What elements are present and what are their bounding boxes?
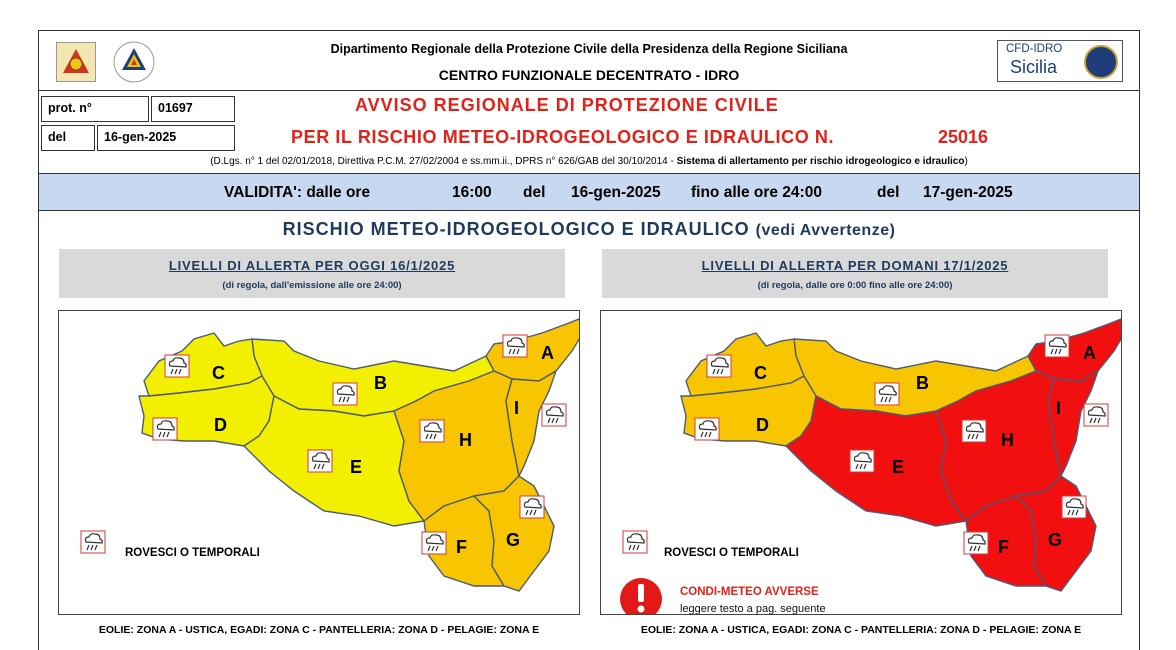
- tomorrow-islands-note: EOLIE: ZONA A - USTICA, EGADI: ZONA C - PANTELLERIA: ZONA D - PELAGIE: ZONA E: [640, 624, 1082, 636]
- zone-a-area: [1028, 319, 1121, 381]
- condi-meteo-subtitle: leggere testo a pag. seguente: [680, 603, 826, 615]
- cfd-badge-icon: [1084, 45, 1118, 79]
- tomorrow-title: LIVELLI DI ALLERTA PER DOMANI 17/1/2025: [701, 258, 1009, 273]
- prot-label-cell: [41, 96, 149, 122]
- department-name: Dipartimento Regionale della Protezione Civile della Presidenza della Regione Siciliana: [330, 42, 848, 56]
- validity-del-2: del: [877, 184, 900, 201]
- zone-thunderstorm-icon: [333, 383, 357, 405]
- zone-label-f: F: [456, 537, 467, 557]
- tomorrow-map: [600, 310, 1122, 615]
- today-legend-label: ROVESCI O TEMPORALI: [125, 547, 260, 559]
- tomorrow-legend-label: ROVESCI O TEMPORALI: [664, 547, 799, 559]
- zone-thunderstorm-icon: [503, 335, 527, 357]
- cfd-label: CFD-IDRO: [1006, 43, 1063, 55]
- validity-label: VALIDITA': dalle ore: [224, 184, 371, 201]
- zone-thunderstorm-icon: [420, 420, 444, 442]
- condi-meteo-title: CONDI-METEO AVVERSE: [680, 586, 819, 598]
- risk-title: [39, 219, 1139, 240]
- tomorrow-subtitle: (di regola, dalle ore 0:00 fino alle ore 24:00): [757, 280, 953, 291]
- legend-thunderstorm-icon: [623, 531, 647, 553]
- sicily-zone-map: [601, 311, 1121, 614]
- prot-value: 01697: [158, 101, 193, 115]
- zone-label-d: D: [214, 415, 227, 435]
- zone-label-a: A: [1083, 343, 1096, 363]
- today-map: [58, 310, 580, 615]
- today-islands-note: EOLIE: ZONA A - USTICA, EGADI: ZONA C - PANTELLERIA: ZONA D - PELAGIE: ZONA E: [98, 624, 540, 636]
- legal-reference: [39, 156, 1139, 167]
- legal-end: ): [964, 156, 968, 167]
- zone-label-c: C: [754, 363, 767, 383]
- legend-thunderstorm-icon: [81, 531, 105, 553]
- zone-thunderstorm-icon: [964, 532, 988, 554]
- validity-bar: [39, 173, 1139, 211]
- risk-title-sub: (vedi Avvertenze): [755, 222, 896, 239]
- zone-thunderstorm-icon: [165, 355, 189, 377]
- avviso-title: AVVISO REGIONALE DI PROTEZIONE CIVILE: [355, 95, 779, 115]
- validity-until: fino alle ore 24:00: [691, 184, 822, 201]
- prot-label: prot. n°: [48, 101, 92, 115]
- warning-exclamation-icon: [620, 578, 662, 614]
- del-label: del: [48, 130, 67, 144]
- zone-a-area: [486, 319, 579, 381]
- validity-start-date: 16-gen-2025: [571, 184, 661, 201]
- zone-label-i: I: [514, 398, 520, 418]
- zone-label-d: D: [756, 415, 769, 435]
- zone-thunderstorm-icon: [850, 450, 874, 472]
- zone-thunderstorm-icon: [707, 355, 731, 377]
- zone-label-f: F: [998, 537, 1009, 557]
- zone-thunderstorm-icon: [542, 404, 566, 426]
- del-value: 16-gen-2025: [104, 130, 177, 144]
- zone-label-h: H: [1001, 430, 1014, 450]
- del-value-cell: [97, 125, 235, 151]
- today-title: LIVELLI DI ALLERTA PER OGGI 16/1/2025: [168, 258, 456, 273]
- bulletin-frame: [38, 30, 1140, 650]
- tomorrow-panel-header: [602, 249, 1108, 298]
- zone-label-c: C: [212, 363, 225, 383]
- legal-text: (D.Lgs. n° 1 del 02/01/2018, Direttiva P.C.M. 27/02/2004 e ss.mm.ii., DPRS n° 626/GAB del 30/10/2014 -: [210, 156, 677, 167]
- zone-thunderstorm-icon: [1045, 335, 1069, 357]
- zone-thunderstorm-icon: [422, 532, 446, 554]
- avviso-number: 25016: [938, 127, 989, 147]
- zone-label-h: H: [459, 430, 472, 450]
- cfd-region: Sicilia: [1010, 57, 1058, 77]
- today-subtitle: (di regola, dall'emissione alle ore 24:00): [222, 280, 402, 291]
- zone-label-g: G: [506, 530, 521, 550]
- header: [39, 31, 1139, 91]
- zone-label-e: E: [892, 457, 905, 477]
- legal-bold-text: Sistema di allertamento per rischio idrogeologico e idraulico: [676, 156, 965, 167]
- prot-value-cell: [151, 96, 235, 122]
- sicily-zone-map: [59, 311, 579, 614]
- del-label-cell: [41, 125, 95, 151]
- zone-thunderstorm-icon: [962, 420, 986, 442]
- zone-label-b: B: [916, 373, 929, 393]
- zone-label-e: E: [350, 457, 363, 477]
- zone-label-b: B: [374, 373, 387, 393]
- validity-end-date: 17-gen-2025: [923, 184, 1013, 201]
- zone-label-a: A: [541, 343, 554, 363]
- validity-del-1: del: [523, 184, 546, 201]
- zone-thunderstorm-icon: [1084, 404, 1108, 426]
- zone-thunderstorm-icon: [520, 496, 544, 518]
- avviso-subtitle: PER IL RISCHIO METEO-IDROGEOLOGICO E IDRAULICO N.: [291, 127, 835, 147]
- zone-thunderstorm-icon: [308, 450, 332, 472]
- validity-start-time: 16:00: [452, 184, 492, 201]
- zone-thunderstorm-icon: [153, 418, 177, 440]
- zone-thunderstorm-icon: [695, 418, 719, 440]
- zone-thunderstorm-icon: [1062, 496, 1086, 518]
- risk-title-main: RISCHIO METEO-IDROGEOLOGICO E IDRAULICO: [282, 219, 750, 239]
- centre-name: CENTRO FUNZIONALE DECENTRATO - IDRO: [438, 67, 740, 83]
- cfd-idro-logo: [997, 40, 1123, 82]
- today-panel-header: [59, 249, 565, 298]
- zone-thunderstorm-icon: [875, 383, 899, 405]
- zone-label-g: G: [1048, 530, 1063, 550]
- zone-label-i: I: [1056, 398, 1062, 418]
